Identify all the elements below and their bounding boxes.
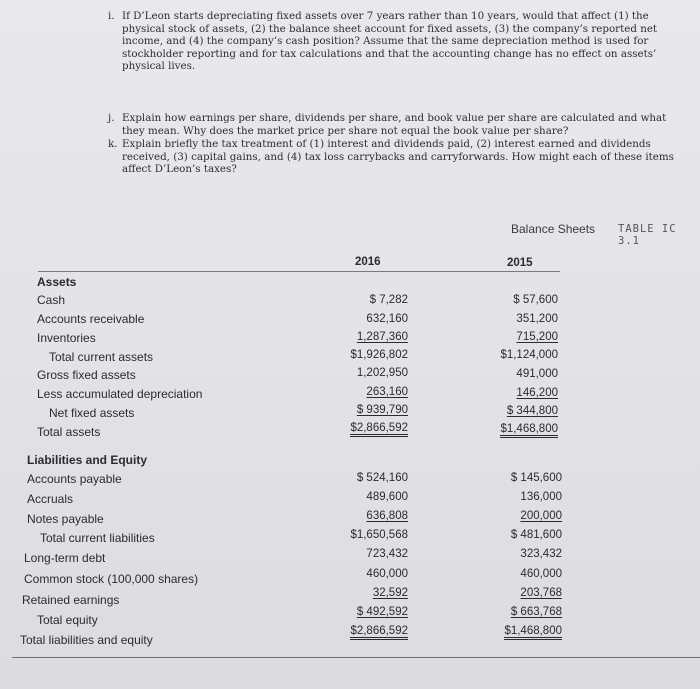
value-2015: $1,124,000 (500, 349, 558, 361)
row-label: Inventories (37, 331, 96, 345)
value-2016: $ 524,160 (356, 472, 408, 484)
row-label: Accounts payable (27, 472, 122, 486)
value-2015: $1,468,800 (504, 625, 562, 640)
value-2015: 460,000 (520, 568, 562, 580)
row-label: Retained earnings (22, 593, 120, 607)
row-label: Total current liabilities (40, 531, 155, 545)
value-2015: $ 344,800 (506, 405, 558, 417)
question-label: j. (108, 112, 115, 124)
value-2015: $ 481,600 (510, 529, 562, 541)
question-line: If D’Leon starts depreciating fixed assets over 7 years rather than 10 years, would that affect (1) the (122, 10, 649, 22)
row-label: Total assets (37, 425, 101, 439)
value-2016: 1,287,360 (356, 331, 408, 343)
value-2016: $2,866,592 (350, 625, 408, 640)
value-2015: $ 145,600 (510, 472, 562, 484)
column-header-2016: 2016 (355, 256, 381, 268)
question-line: received, (3) capital gains, and (4) tax loss carrybacks and carryforwards. How might each of these items (122, 150, 674, 163)
row-label: Notes payable (27, 512, 104, 526)
value-2016: $ 492,592 (356, 606, 408, 618)
row-label: Total liabilities and equity (20, 633, 153, 647)
value-2016: 263,160 (366, 386, 408, 398)
row-label: Long-term debt (24, 551, 106, 565)
row-label: Net fixed assets (49, 406, 135, 420)
value-2016: 632,160 (366, 313, 408, 325)
question-line: physical stock of assets, (2) the balance sheet account for fixed assets, (3) the company’s reported net (122, 22, 658, 35)
header-rule (38, 271, 560, 272)
value-2015: 203,768 (520, 587, 562, 599)
value-2016: 460,000 (366, 568, 408, 580)
question-line: they mean. Why does the market price per share not equal the book value per share? (122, 124, 569, 137)
row-label: Total equity (37, 613, 98, 627)
question-line: Explain how earnings per share, dividends per share, and book value per share are calculated and what (122, 112, 667, 124)
value-2016: $ 7,282 (369, 294, 408, 306)
question-line: physical lives. (122, 60, 196, 73)
value-2016: $ 939,790 (356, 404, 408, 416)
value-2015: $ 57,600 (513, 294, 558, 306)
question-line: Explain briefly the tax treatment of (1) interest and dividends paid, (2) interest earned and dividends (122, 138, 651, 150)
question-j (108, 112, 698, 140)
question-i (108, 10, 698, 74)
question-line: stockholder reporting and for tax calculations and that the accounting change has no effect on assets’ (122, 47, 657, 60)
value-2016: 1,202,950 (356, 367, 408, 379)
value-2015: 200,000 (520, 510, 562, 522)
table-title: Balance Sheets (511, 222, 596, 236)
value-2015: 491,000 (516, 368, 558, 380)
value-2016: 723,432 (366, 548, 408, 560)
value-2016: 636,808 (366, 510, 408, 522)
value-2015: 146,200 (516, 387, 558, 399)
value-2015: $1,468,800 (500, 423, 558, 438)
row-label: Cash (37, 293, 66, 307)
section-heading-liabilities: Liabilities and Equity (27, 453, 148, 467)
value-2015: 351,200 (516, 313, 558, 325)
value-2016: $1,926,802 (350, 349, 408, 361)
row-label: Accruals (27, 492, 74, 506)
row-label: Less accumulated depreciation (37, 387, 203, 401)
value-2015: 323,432 (520, 548, 562, 560)
section-heading-assets: Assets (37, 275, 77, 289)
row-label: Gross fixed assets (37, 368, 136, 382)
table-tag: TABLE IC 3.1 (618, 223, 677, 247)
question-label: i. (108, 10, 115, 22)
footer-rule (12, 657, 700, 658)
value-2016: 489,600 (366, 491, 408, 503)
value-2015: 715,200 (516, 331, 558, 343)
value-2015: 136,000 (520, 491, 562, 503)
row-label: Total current assets (49, 350, 154, 364)
question-line: income, and (4) the company’s cash position? Assume that the same depreciation method is used for (122, 35, 649, 48)
question-line: affect D’Leon’s taxes? (122, 163, 237, 176)
column-header-2015: 2015 (507, 257, 533, 269)
value-2016: $2,866,592 (350, 422, 408, 437)
question-k (108, 138, 698, 178)
value-2015: $ 663,768 (510, 606, 562, 618)
value-2016: $1,650,568 (350, 529, 408, 541)
row-label: Accounts receivable (37, 312, 145, 326)
question-label: k. (108, 138, 118, 150)
row-label: Common stock (100,000 shares) (24, 572, 199, 586)
value-2016: 32,592 (372, 587, 408, 599)
